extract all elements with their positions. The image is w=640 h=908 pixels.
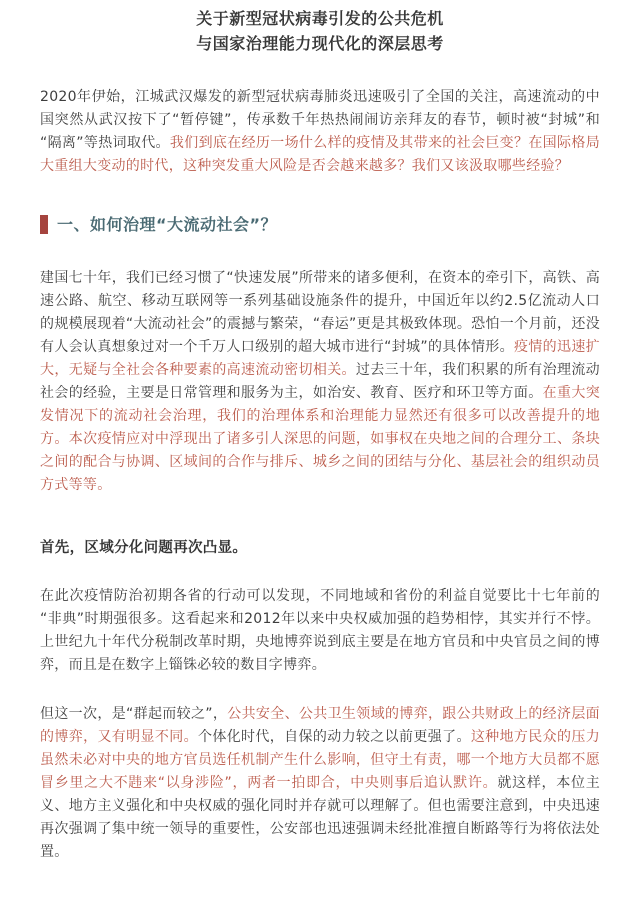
text-segment: 过去三十年，我们积累的所有治理流动社会的经验，主要是日常管理和服务为主，如治安、教育、医疗和环卫等方面。 — [40, 362, 600, 401]
text-segment: 建国七十年，我们已经习惯了“快速发展”所带来的诸多便利，在资本的牵引下，高铁、高速公路、航空、移动互联网等一系列基础设施条件的提升，中国近年以约2.5亿流动人口的规模展现着“大流动社会”的震撼与繁荣，“春运”更是其极致体现。恐怕一个月前，还没有人会认真想象过对一个千万人口级别的超大城市进行“封城”的具体情形。 — [40, 270, 600, 355]
emphasis-text-segment: 公共安全、公共卫生领域的博弈，跟公共财政上的经济层面的博弈，又有明显不同。 — [40, 706, 600, 745]
emphasis-text-segment: 在重大突发情况下的流动社会治理，我们的治理体系和治理能力显然还有很多可以改善提升的地方。本次疫情应对中浮现出了诸多引人深思的问题，如事权在央地之间的合理分工、条块之间的配合与协调、区域间的合作与排斥、城乡之间的团结与分化、基层社会的组织动员方式等等。 — [40, 385, 601, 493]
text-segment: 就这样，本位主义、地方主义强化和中央权威的强化同时并存就可以理解了。但也需要注意到，中央迅速再次强调了集中统一领导的重要性，公安部也迅速强调未经批准擅自断路等行为将依法处置。 — [40, 775, 600, 860]
text-segment: 2020年伊始，江城武汉爆发的新型冠状病毒肺炎迅速吸引了全国的关注，高速流动的中国突然从武汉按下了“暂停键”，传承数千年热热闹闹访亲拜友的春节，顿时被“封城”和“隔离”等热词取代。 — [40, 89, 600, 151]
title-line-1: 关于新型冠状病毒引发的公共危机 — [196, 9, 444, 28]
emphasis-text-segment: 我们到底在经历一场什么样的疫情及其带来的社会巨变？在国际格局大重组大变动的时代，这种突发重大风险是否会越来越多？我们又该汲取哪些经验？ — [40, 135, 600, 174]
emphasis-text-segment: 疫情的迅速扩大，无疑与全社会各种要素的高速流动密切相关。 — [40, 339, 600, 378]
paragraph — [40, 86, 600, 178]
paragraph — [40, 267, 600, 497]
title-line-2: 与国家治理能力现代化的深层思考 — [196, 34, 444, 53]
text-segment: 在此次疫情防治初期各省的行动可以发现，不同地域和省份的利益自觉要比十七年前的“非典”时期强很多。这看起来和2012年以来中央权威加强的趋势相悖，其实并行不悖。上世纪九十年代分税制改革时期，央地博弈说到底主要是在地方官员和中央官员之间的博弈，而且是在数字上锱铢必较的数目字博弈。 — [40, 588, 600, 673]
article-body — [40, 86, 600, 864]
paragraph — [40, 585, 600, 677]
emphasis-text-segment: 这种地方民众的压力虽然未必对中央的地方官员选任机制产生什么影响，但守土有责，哪一个地方大员都不愿冒乡里之大不韪来“以身涉险”，两者一拍即合，中央则事后追认默许。 — [40, 729, 600, 791]
text-segment: 但这一次，是“群起而较之”， — [40, 706, 228, 722]
section-heading-text: 一、如何治理“大流动社会”？ — [57, 215, 278, 234]
subheading: 首先，区域分化问题再次凸显。 — [40, 540, 248, 556]
article-title — [40, 6, 600, 56]
section-heading — [40, 214, 600, 235]
text-segment: 个体化时代，自保的动力较之以前更强了。 — [197, 729, 471, 745]
paragraph — [40, 703, 600, 864]
heading-bar-icon — [40, 215, 48, 234]
